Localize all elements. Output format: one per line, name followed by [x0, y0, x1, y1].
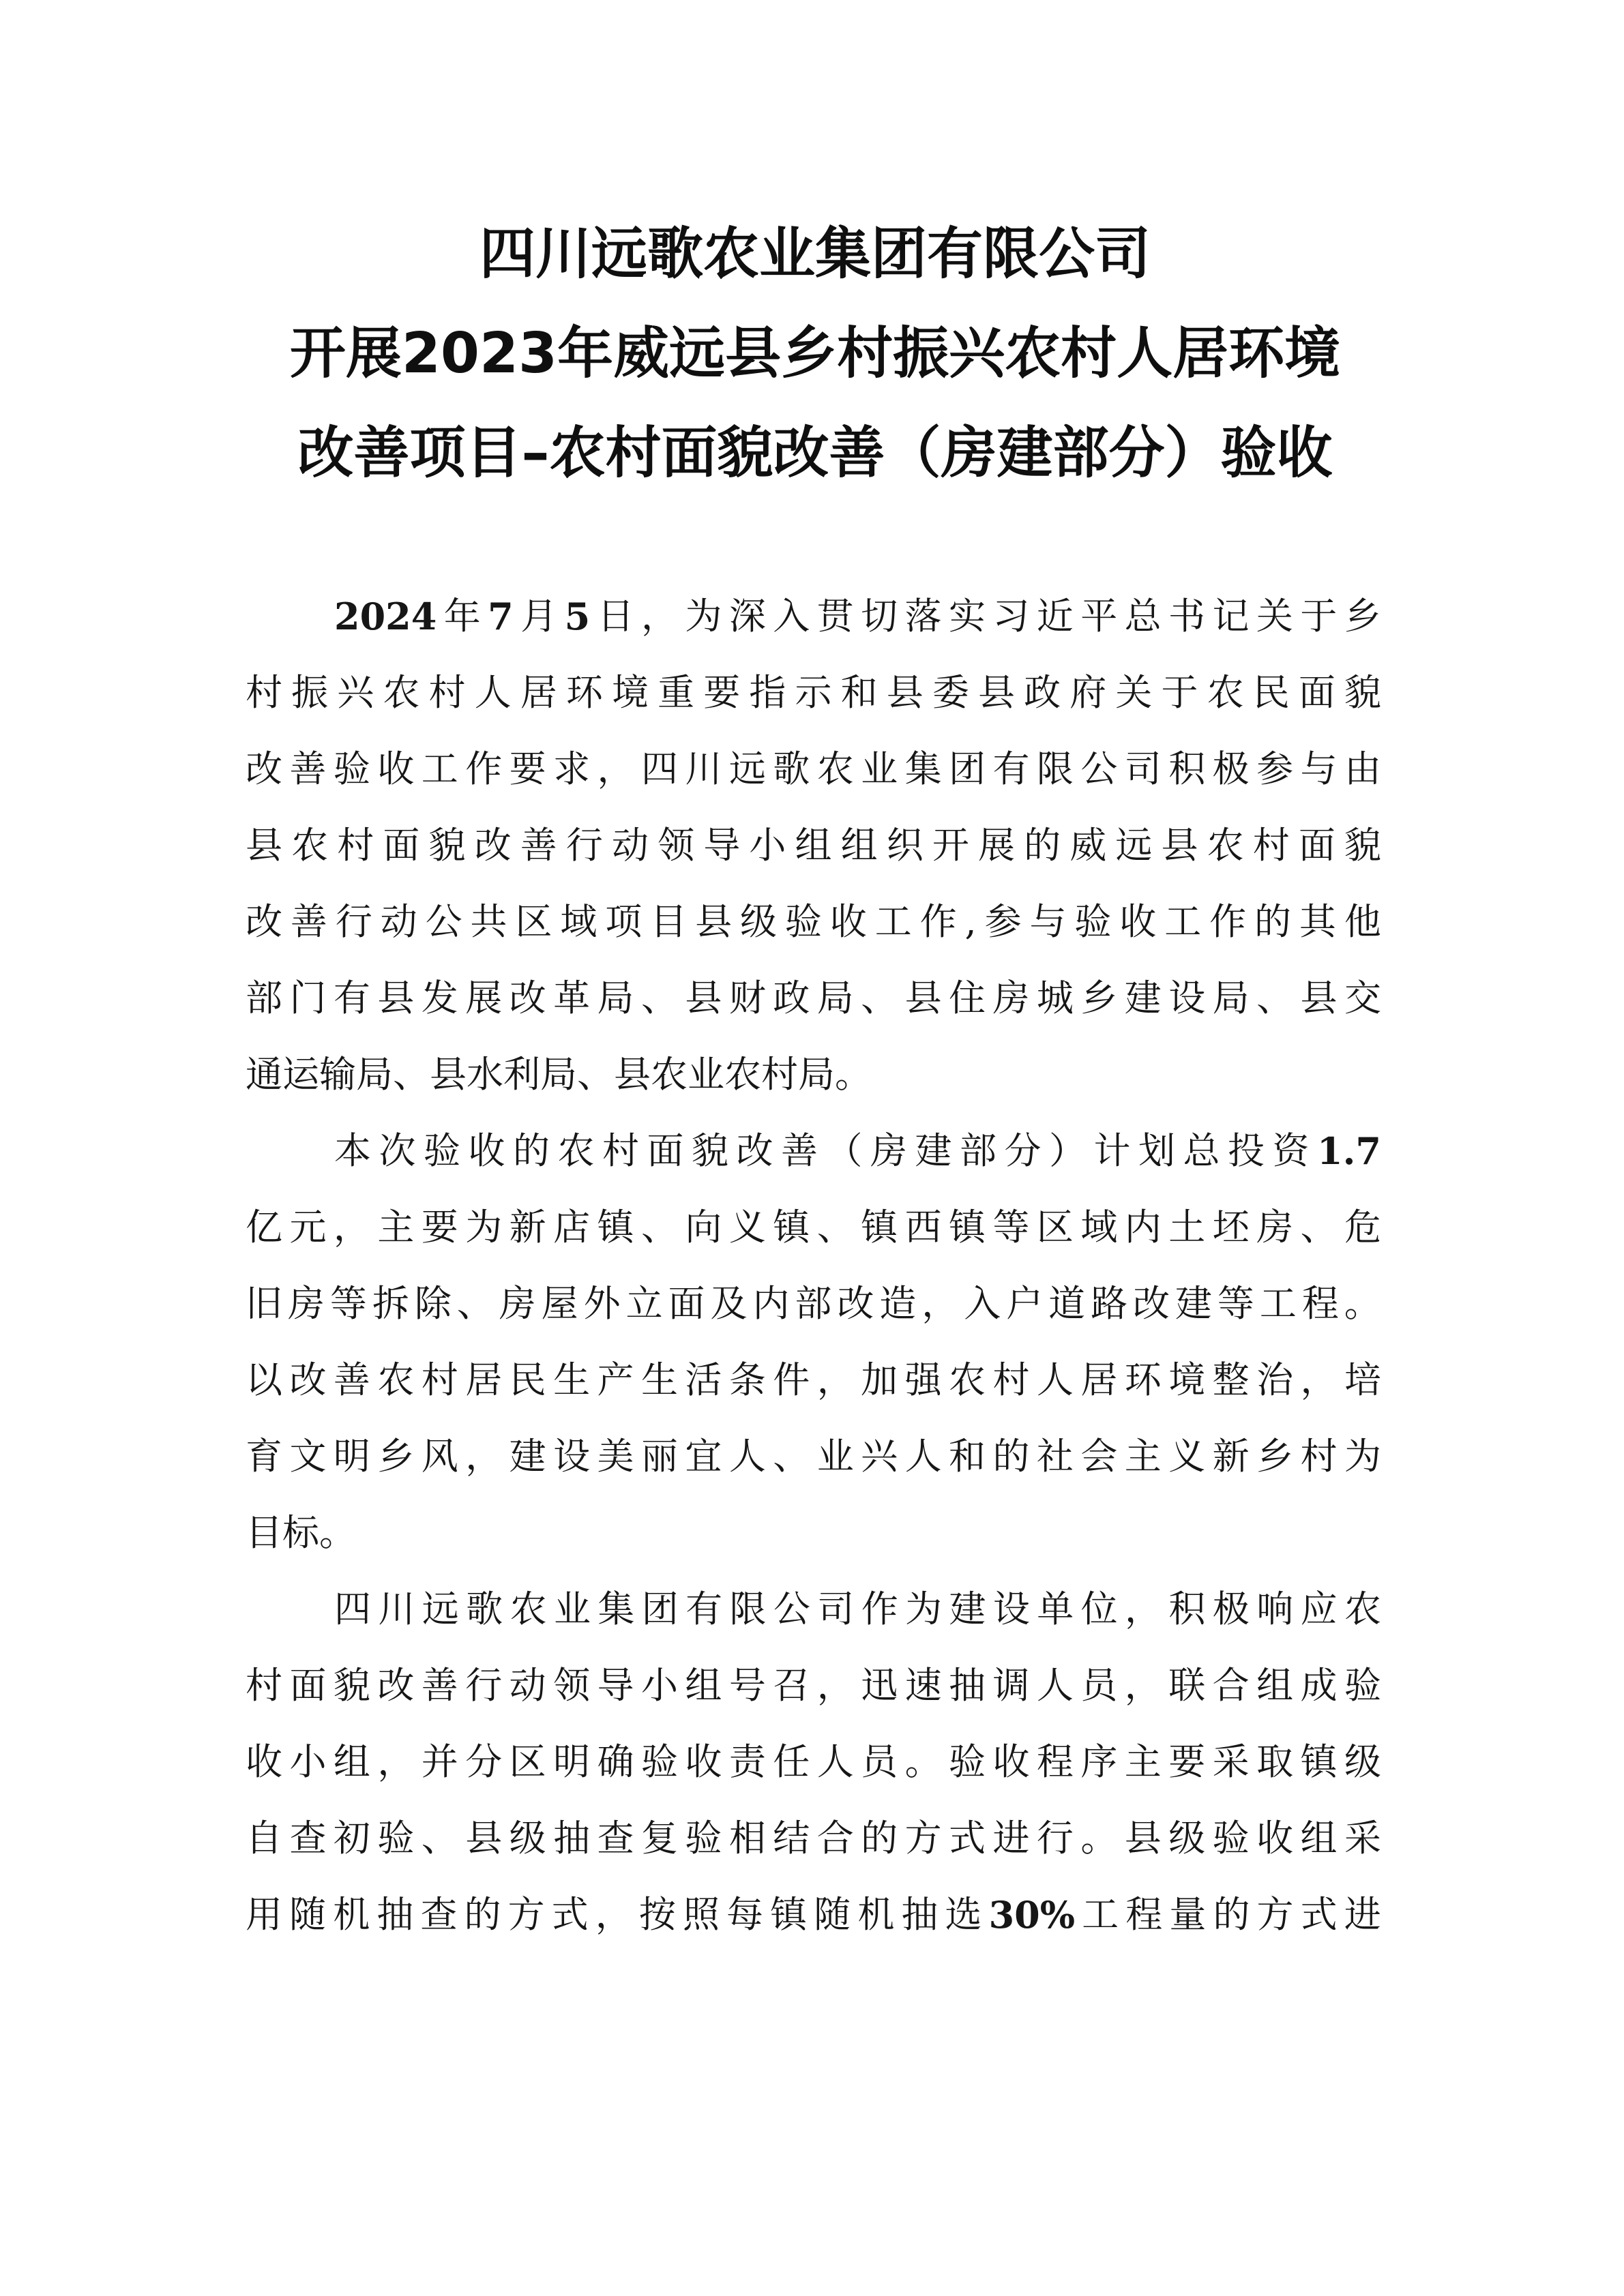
paragraph-line: 四 川 远 歌 农 业 集 团 有 限 公 司 作 为 建 设 单 位 ， 积 极 响 应 农 [334, 1587, 1381, 1630]
paragraph-line: 育 文 明 乡 风 ， 建 设 美 丽 宜 人 、 业 兴 人 和 的 社 会 主 义 新 乡 村 为 [246, 1435, 1381, 1478]
paragraph-line: 以 改 善 农 村 居 民 生 产 生 活 条 件 ， 加 强 农 村 人 居 环 境 整 治 ， 培 [246, 1358, 1381, 1401]
paragraph-line: 改 善 验 收 工 作 要 求 ， 四 川 远 歌 农 业 集 团 有 限 公 司 积 极 参 与 由 [246, 747, 1381, 790]
paragraph [246, 578, 1381, 1113]
paragraph-line: 自 查 初 验 、 县 级 抽 查 复 验 相 结 合 的 方 式 进 行 。 县 级 验 收 组 采 [246, 1817, 1381, 1860]
paragraph-line: 部 门 有 县 发 展 改 革 局 、 县 财 政 局 、 县 住 房 城 乡 建 设 局 、 县 交 [246, 976, 1381, 1019]
paragraph-line: 县 农 村 面 貌 改 善 行 动 领 导 小 组 组 织 开 展 的 威 远 县 农 村 面 貌 [246, 824, 1381, 867]
paragraph-line: 村 振 兴 农 村 人 居 环 境 重 要 指 示 和 县 委 县 政 府 关 于 农 民 面 貌 [246, 671, 1381, 714]
paragraph-line: 通 运 输 局 、 县 水 利 局 、 县 农 业 农 村 局 。 [246, 1053, 872, 1096]
document-body [246, 578, 1381, 1953]
paragraph-line: 本 次 验 收 的 农 村 面 貌 改 善 （ 房 建 部 分 ） 计 划 总 投 资 1.7 [334, 1129, 1381, 1173]
paragraph [246, 1113, 1381, 1571]
title-line: 开展2023年威远县乡村振兴农村人居环境 [289, 321, 1341, 386]
paragraph-line: 2024 年 7 月 5 日 ， 为 深 入 贯 切 落 实 习 近 平 总 书 记 关 于 乡 [334, 595, 1381, 638]
paragraph-line: 村 面 貌 改 善 行 动 领 导 小 组 号 召 ， 迅 速 抽 调 人 员 ， 联 合 组 成 验 [246, 1664, 1381, 1707]
document-title [246, 205, 1385, 503]
title-line: 改善项目–农村面貌改善（房建部分）验收 [297, 421, 1333, 486]
paragraph-line: 改 善 行 动 公 共 区 域 项 目 县 级 验 收 工 作 , 参 与 验 收 工 作 的 其 他 [246, 900, 1381, 943]
title-line: 四川远歌农业集团有限公司 [479, 222, 1151, 286]
paragraph-line: 目 标 。 [246, 1511, 356, 1554]
paragraph [246, 1571, 1381, 1953]
paragraph-line: 用 随 机 抽 查 的 方 式 ， 按 照 每 镇 随 机 抽 选 30% 工 程 量 的 方 式 进 [246, 1893, 1381, 1937]
paragraph-line: 旧 房 等 拆 除 、 房 屋 外 立 面 及 内 部 改 造 ， 入 户 道 路 改 建 等 工 程 。 [246, 1282, 1381, 1325]
paragraph-line: 亿 元 ， 主 要 为 新 店 镇 、 向 义 镇 、 镇 西 镇 等 区 域 内 土 坯 房 、 危 [246, 1206, 1381, 1249]
paragraph-line: 收 小 组 ， 并 分 区 明 确 验 收 责 任 人 员 。 验 收 程 序 主 要 采 取 镇 级 [246, 1740, 1381, 1783]
